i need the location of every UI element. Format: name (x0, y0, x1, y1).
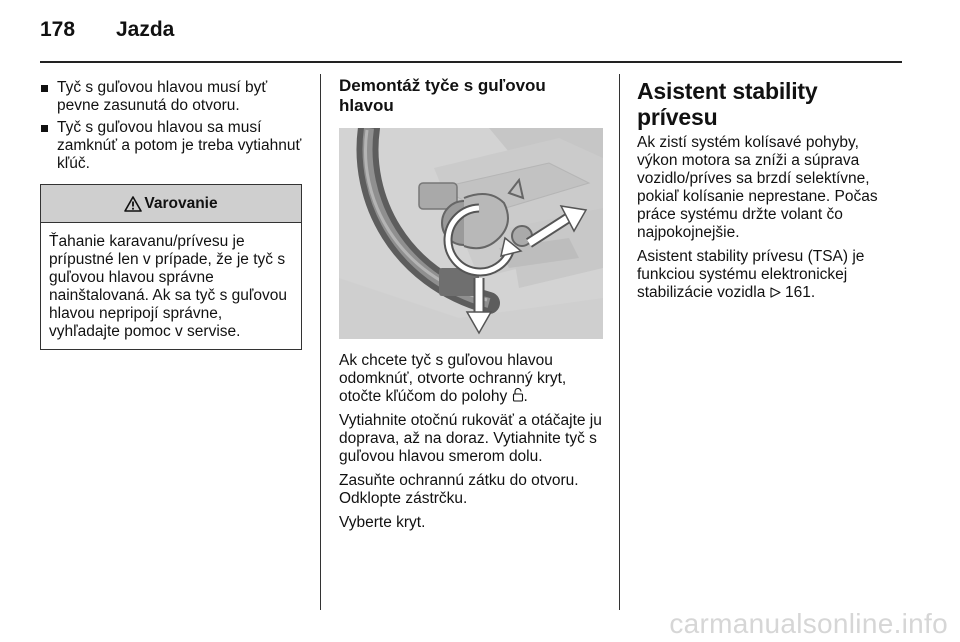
section-heading: Asistent stability prívesu (637, 78, 818, 130)
page-reference-link[interactable]: 161. (785, 284, 816, 301)
bullet-square-icon (41, 85, 48, 92)
paragraph: Zasuňte ochrannú zátku do otvoru. Odklopte zástrčku. (339, 472, 579, 507)
warning-title: Varovanie (144, 194, 218, 212)
page-title: Jazda (116, 18, 175, 41)
list-item: Tyč s guľovou hlavou musí byť pevne zasunutá do otvoru. (40, 79, 302, 115)
bullet-square-icon (41, 125, 48, 132)
header-rule (40, 61, 902, 63)
bullet-list (40, 79, 302, 173)
paragraph: Ak chcete tyč s guľovou hlavou odomknúť, otvorte ochranný kryt, otočte kľúčom do polohy . (339, 352, 567, 405)
paragraph: Vytiahnite otočnú rukoväť a otáčajte ju doprava, až na doraz. Vytiahnite tyč s guľovou hlavou smerom dolu. (339, 412, 602, 465)
column-right (637, 74, 899, 308)
paragraph: Vyberte kryt. (339, 514, 426, 531)
paragraph: Asistent stability prívesu (TSA) je funkciou systému elektronickej stabilizácie vozidla 161. (637, 248, 865, 301)
paragraph: Ak zistí systém kolísavé pohyby, výkon motora sa zníži a súprava vozidlo/príves sa brzdí selektívne, pokiaľ kolísanie neprestane. Počas práce systému držte volant čo najpokojnejšie. (637, 134, 878, 241)
column-middle (339, 74, 603, 538)
column-divider-2 (619, 74, 620, 610)
warning-triangle-icon (124, 196, 142, 212)
page-number: 178 (40, 18, 76, 41)
column-divider-1 (320, 74, 321, 610)
warning-box (40, 184, 302, 350)
column-left (40, 74, 302, 350)
list-item: Tyč s guľovou hlavou sa musí zamknúť a potom je treba vytiahnuť kľúč. (40, 119, 302, 173)
watermark: carmanualsonline.info (669, 608, 948, 639)
section-heading: Demontáž tyče s guľovou hlavou (339, 76, 546, 115)
warning-header (41, 185, 301, 223)
unlock-symbol-icon (512, 388, 524, 402)
warning-text: Ťahanie karavanu/prívesu je prípustné len v prípade, že je tyč s guľovou hlavou správne nainštalovaná. Ak sa tyč s guľovou hlavou nepripojí správne, vyhľadajte pomoc v servise. (49, 233, 288, 340)
page-reference-arrow-icon[interactable] (770, 287, 781, 298)
tow-bar-ball-head-removal-illustration (339, 128, 603, 339)
